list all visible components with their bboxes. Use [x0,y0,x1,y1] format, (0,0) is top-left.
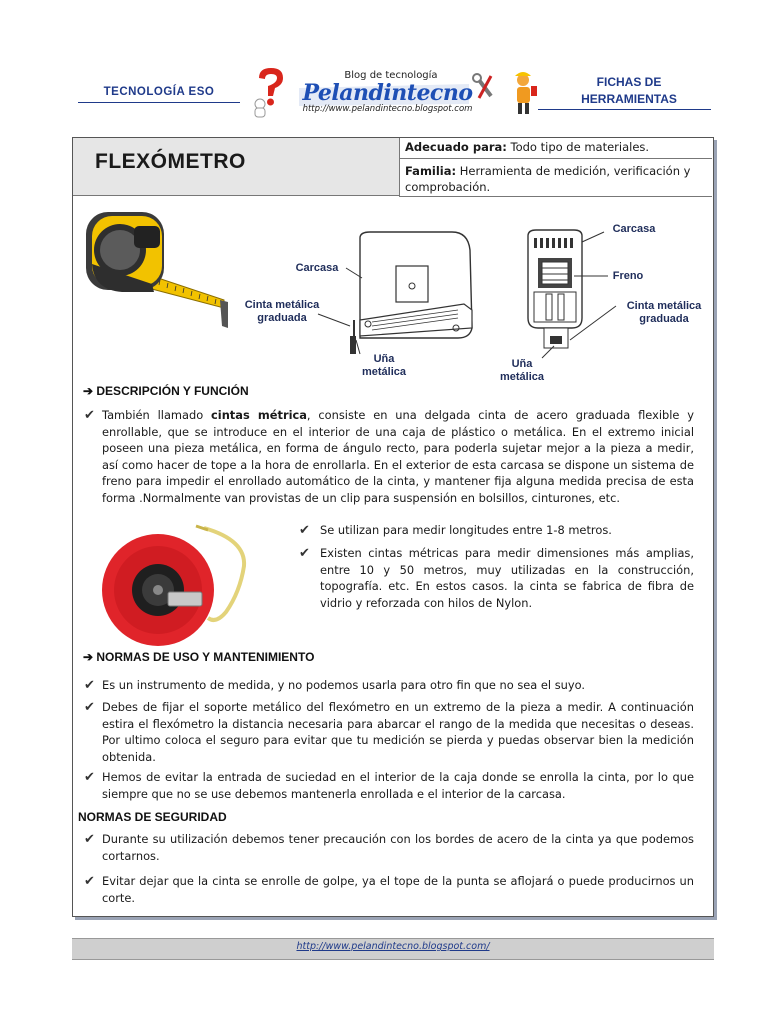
label-una-right [492,358,552,384]
check-icon: ✔ [299,546,310,561]
tape-measure-photo [82,208,232,333]
safety-item: Durante su utilización debemos tener precaución con los bordes de acero de la cinta ya que podemos cortarnos. [102,832,694,863]
description-range-item: Se utilizan para medir longitudes entre 1-8 metros. [320,523,612,537]
family-label: Familia: [405,164,457,178]
label-freno: Freno [612,270,644,282]
check-icon: ✔ [84,700,95,715]
family-row [405,163,710,195]
suitable-value: Todo tipo de materiales. [510,140,650,154]
suitable-for-row [405,140,710,154]
label-cinta-left-line2: graduada [257,312,307,324]
description-heading [83,384,249,398]
label-cinta-left-line1: Cinta metálica [244,299,320,311]
check-icon: ✔ [84,874,95,889]
footer-link[interactable]: http://www.pelandintecno.blogspot.com/ [296,941,490,952]
label-una-right-line2: metálica [499,371,545,383]
description-p1-bold: cintas métrica [211,408,307,422]
label-una-left [354,353,414,379]
check-icon: ✔ [299,523,310,538]
description-long-tapes-item: Existen cintas métricas para medir dimensiones más amplias, entre 10 y 50 metros, muy utilizadas en la construcción, topografía. etc. En estos casos. la cinta se fabrica de fibra de vidrio y reforzada con hilos de Nylon. [320,546,694,610]
check-icon: ✔ [84,408,95,423]
header-right-line2: HERRAMIENTAS [581,92,677,106]
label-cinta-right-line1: Cinta metálica [626,300,702,312]
header-left-rule [78,102,240,103]
suitable-label: Adecuado para: [405,140,507,154]
header-left-label: TECNOLOGÍA ESO [103,86,215,98]
info-divider [399,158,712,159]
check-icon: ✔ [84,770,95,785]
label-cinta-left [232,299,332,325]
card-title: FLEXÓMETRO [95,150,246,173]
info-divider-bottom [399,196,712,197]
safety-heading: NORMAS DE SEGURIDAD [78,810,227,824]
arrow-right-icon: ➔ [83,650,97,664]
check-icon: ✔ [84,678,95,693]
usage-heading [83,650,314,664]
header-right-line1: FICHAS DE [596,75,662,89]
logo-url[interactable]: http://www.pelandintecno.blogspot.com [302,104,473,114]
usage-item: Hemos de evitar la entrada de suciedad en el interior de la caja donde se enrolla la cinta, por lo que siempre que no se use debemos mantenerla enrollada e el interior de la carcasa. [102,770,694,801]
description-p1-rest: , consiste en una delgada cinta de acero graduada flexible y enrollable, que se introduce en el interior de una caja de plástico o metálica. En el extremo inicial poseen una pieza metálica, en forma de ángulo recto, para poderla sujetar mejor a la pieza a medir, así como hacer de tope a la hora de enrollarla. En el exterior de esta carcasa se dispone un sistema de freno para impedir el enrollado automático de la cinta, y mantener fija alguna medida precisa de esta forma .Normalmente van provistas de un clip para suspensión en bolsillos, cinturones, etc. [102,408,694,505]
description-paragraph [102,407,694,506]
family-value: Herramienta de medición, verificación y comprobación. [405,164,691,194]
description-p1-start: También llamado [102,408,212,422]
label-carcasa-left: Carcasa [295,262,339,274]
worker-icon [515,72,537,114]
reel-tape-photo [96,522,256,650]
header-right-rule [538,109,711,110]
label-cinta-right-line2: graduada [639,313,689,325]
usage-item: Debes de fijar el soporte metálico del flexómetro en un extremo de la pieza a medir. A continuación estira el flexómetro la distancia necesaria para abarcar el rango de la medida que necesitas o deseas. Por ultimo coloca el seguro para evitar que tu medición se pierda y puedas observar bien la medición obtenida. [102,700,694,764]
diagram-leader-lines-right [540,228,620,368]
safety-item: Evitar dejar que la cinta se enrolle de golpe, ya el tope de la punta se aflojará o puede producirnos un corte. [102,874,694,905]
arrow-right-icon: ➔ [83,384,97,398]
logo-name: Pelandintecno [302,80,473,106]
label-una-left-line1: Uña [373,353,395,365]
description-heading-text: DESCRIPCIÓN Y FUNCIÓN [96,384,249,398]
usage-heading-text: NORMAS DE USO Y MANTENIMIENTO [96,650,315,664]
label-una-right-line1: Uña [511,358,533,370]
usage-item: Es un instrumento de medida, y no podemos usarla para otro fin que no sea el suyo. [102,678,585,692]
header-right-label [556,74,702,108]
logo-subtitle: Blog de tecnología [344,70,438,81]
label-cinta-right [614,300,714,326]
label-carcasa-right: Carcasa [612,223,656,235]
label-una-left-line2: metálica [361,366,407,378]
check-icon: ✔ [84,832,95,847]
question-mark-icon [255,68,283,117]
